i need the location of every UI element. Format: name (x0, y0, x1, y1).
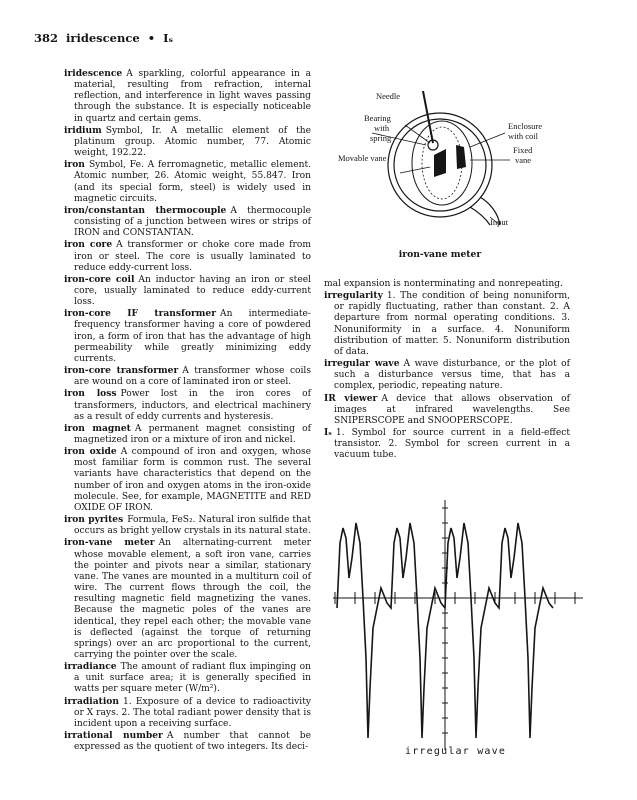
entry-definition: An intermediate-frequency transformer having a core of powdered iron, a form of iron that has the advantage of high permeability while greatly minimizing eddy currents. (74, 309, 311, 364)
entry-definition: A sparkling, colorful appearance in a material, resulting from refraction, internal reflection, and interference in light waves passing through the substance. It is especially noticeable in quartz and certain gems. (74, 69, 311, 124)
label-needle: Needle (376, 91, 401, 101)
label-movable-vane: Movable vane (338, 153, 387, 163)
dictionary-entry (64, 423, 311, 446)
iron-vane-meter-figure (330, 85, 580, 245)
dictionary-entry (64, 365, 311, 388)
right-column (324, 279, 570, 462)
entry-term: iron-core transformer (64, 365, 179, 377)
input-lead-2 (470, 207, 490, 225)
entry-term: iron-core IF transformer (64, 308, 217, 320)
continued-definition: mal expansion is nonterminating and nonrepeating. (324, 279, 563, 289)
entry-definition: A compound of iron and oxygen, whose most familiar form is common rust. The several variants have characteristics that depend on the number of iron and oxygen atoms in the iron-oxide molecule. See, for example, MAGNETITE and RED OXIDE OF IRON. (74, 447, 311, 513)
dictionary-entry (64, 661, 311, 695)
dictionary-entry (64, 125, 311, 159)
bullet-separator: • (147, 31, 156, 45)
entry-term: iron-vane meter (64, 537, 155, 549)
entry-term: iron (64, 159, 85, 171)
entry-definition: 1. Symbol for source current in a field-effect transistor. 2. Symbol for screen current in a vacuum tube. (334, 428, 570, 461)
label-bearing-3: spring (370, 133, 392, 143)
dictionary-entry (324, 358, 570, 392)
entry-definition: An alternating-current meter whose movable element, a soft iron vane, carries the pointer and pivots near a similar, stationary vane. The vanes are mounted in a multiturn coil of wire. The current flows through the coil, the resulting magnetic field magnetizing the vanes. Because the magnetic poles of the vanes are identical, they repel each other; the movable vane is deflected (against the torque of returning springs) over an arc proportional to the current, carrying the pointer over the scale. (74, 538, 312, 660)
label-bearing-1: Bearing (364, 113, 391, 123)
entry-term: iron/constantan thermocouple (64, 204, 227, 216)
entry-term: Iₛ (324, 427, 332, 439)
dictionary-entry (64, 274, 311, 308)
dictionary-entry (324, 427, 570, 461)
entry-definition: 1. Exposure of a device to radioactivity or X rays. 2. The total radiant power density that is incident upon a receiving surface. (74, 696, 311, 729)
entry-definition: A transformer or choke core made from iron or steel. The core is usually laminated to reduce eddy-current loss. (74, 240, 311, 273)
entry-definition: A thermocouple consisting of a junction between wires or strips of IRON and CONSTANTAN. (74, 205, 311, 239)
label-fixed-1: Fixed (513, 145, 533, 155)
entry-definition: Symbol, Fe. A ferromagnetic, metallic element. Atomic number, 26. Atomic weight, 55.847. Iron (and its special form, steel) is widely used in magnetic circuits. (74, 160, 311, 204)
entry-definition: Symbol, Ir. A metallic element of the platinum group. Atomic number, 77. Atomic weight, 192.22. (74, 125, 311, 159)
entry-definition: A transformer whose coils are wound on a core of laminated iron or steel. (74, 366, 311, 388)
entry-term: IR viewer (324, 392, 378, 404)
dictionary-entry (64, 308, 311, 365)
entry-definition: A permanent magnet consisting of magnetized iron or a mixture of iron and nickel. (74, 423, 312, 445)
iron-vane-meter-caption: iron-vane meter (398, 249, 482, 260)
dictionary-entry (64, 388, 311, 422)
entry-term: irradiation (64, 695, 119, 707)
dictionary-entry (64, 159, 311, 205)
entry-term: iron pyrites (64, 514, 124, 526)
dictionary-entry (64, 239, 311, 273)
entry-term: irradiance (64, 661, 117, 673)
entry-definition: Formula, FeS₂. Natural iron sulfide that occurs as bright yellow crystals in its natural state. (74, 515, 311, 537)
entry-definition: An inductor having an iron or steel core, usually laminated to reduce eddy-current loss. (74, 274, 312, 308)
entry-term: iron-core coil (64, 273, 135, 285)
entry-term: iridescence (64, 68, 123, 79)
dictionary-entry (64, 537, 311, 661)
dictionary-entry (64, 68, 311, 125)
guide-term: Iₛ (163, 31, 173, 45)
entry-term: irregular wave (324, 358, 400, 370)
left-column (64, 68, 311, 753)
dictionary-entry (64, 205, 311, 239)
label-input: Input (490, 217, 508, 227)
label-bearing-2: with (374, 123, 390, 133)
needle-pointer (423, 91, 433, 143)
entry-definition: A number that cannot be expressed as the quotient of two integers. Its deci- (74, 731, 311, 753)
entry-term: irrational number (64, 730, 163, 742)
dictionary-entry (324, 393, 570, 427)
entry-definition: A wave disturbance, or the plot of such a disturbance versus time, that has a complex, periodic, repeating nature. (334, 359, 570, 392)
page-header (34, 31, 173, 45)
dictionary-entry (64, 446, 311, 514)
entry-term: iron magnet (64, 422, 131, 434)
entry-term: iron oxide (64, 446, 117, 458)
page-number: 382 (34, 31, 59, 45)
movable-vane (434, 149, 446, 177)
label-fixed-2: vane (515, 155, 532, 165)
entry-definition: The amount of radiant flux impinging on a unit surface area; it is generally specified in watts per square meter (W/m²). (74, 662, 311, 695)
dictionary-entry (64, 514, 311, 537)
label-enclosure-2: with coil (508, 131, 538, 141)
entry-term: iron core (64, 239, 113, 251)
dictionary-entry (324, 290, 570, 358)
irregular-wave-figure (333, 500, 583, 750)
entry-term: iron loss (64, 388, 117, 400)
dictionary-entry (64, 730, 311, 753)
entry-definition: Power lost in the iron cores of transformers, inductors, and electrical machinery as a result of eddy currents and hysteresis. (74, 389, 311, 422)
label-enclosure-1: Enclosure (508, 121, 542, 131)
entry-term: irregularity (324, 290, 383, 302)
irregular-wave-caption: irregular wave (405, 746, 507, 757)
entry-term: iridium (64, 124, 102, 136)
running-head: iridescence (66, 31, 140, 45)
entry-definition: 1. The condition of being nonuniform, or rapidly fluctuating, rather than constant. 2. A departure from normal operating conditions. 3. Nonuniformity in a surface. 4. Nonuniform distribution of matter. 5. Nonuniform distribution of data. (334, 291, 570, 357)
dictionary-entry (64, 696, 311, 730)
entry-definition: A device that allows observation of images at infrared wavelengths. See SNIPERSCOPE and SNOOPERSCOPE. (334, 393, 570, 426)
fixed-vane (456, 145, 466, 169)
